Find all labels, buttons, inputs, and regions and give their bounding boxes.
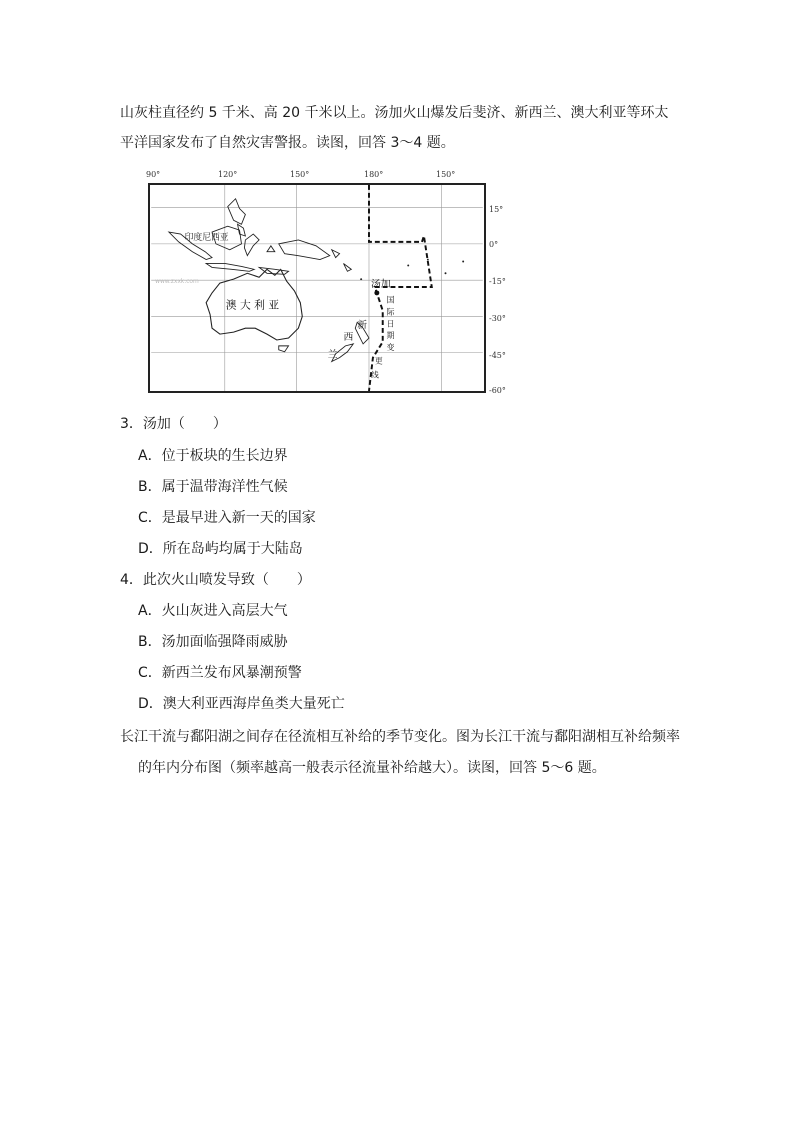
map-label-tonga: 汤加: [370, 279, 391, 291]
map-label-indonesia: 印度尼西亚: [184, 232, 229, 243]
date-line-char-3: 日: [386, 319, 395, 329]
lon-tick-90: 90°: [146, 170, 161, 179]
lat-tick-15s: -15°: [489, 277, 506, 286]
date-line-char-4: 期: [386, 331, 395, 341]
passage2-line-2: 的年内分布图（频率越高一般表示径流量补给越大）。读图，回答 5～6 题。: [138, 760, 606, 776]
lon-tick-150: 150°: [290, 170, 310, 179]
date-line-char-6: 更: [374, 356, 383, 366]
q4-stem: 4．此次火山喷发导致（ ）: [120, 572, 311, 588]
map-grid: [151, 185, 483, 391]
q4-option-c: C．新西兰发布风暴潮预警: [138, 665, 302, 681]
date-line-char-2: 际: [386, 307, 395, 317]
passage2-line-1: 长江干流与鄱阳湖之间存在径流相互补给的季节变化。图为长江干流与鄱阳湖相互补给频率: [120, 729, 680, 745]
q3-option-d: D．所在岛屿均属于大陆岛: [138, 541, 303, 557]
lat-tick-60s: -60°: [489, 386, 506, 395]
map-label-australia: 澳 大 利 亚: [225, 298, 280, 312]
q3-option-c: C．是最早进入新一天的国家: [138, 510, 316, 526]
pacific-islands: [360, 259, 464, 281]
lat-tick-15n: 15°: [489, 205, 504, 214]
q4-option-a: A．火山灰进入高层大气: [138, 603, 288, 619]
map-watermark: www.zxxk.com: [155, 279, 199, 286]
intro-line-2: 平洋国家发布了自然灾害警报。读图，回答 3～4 题。: [120, 135, 455, 151]
lon-tick-150w: 150°: [436, 170, 456, 179]
q3-option-a: A．位于板块的生长边界: [138, 448, 288, 464]
q3-option-b: B．属于温带海洋性气候: [138, 479, 288, 495]
map-svg: [150, 185, 484, 391]
date-line-char-5: 变: [386, 342, 395, 352]
q4-option-b: B．汤加面临强降雨威胁: [138, 634, 288, 650]
pacific-map: [148, 183, 486, 393]
date-line-char-1: 国: [386, 295, 395, 305]
map-label-nz-2: 西: [343, 331, 354, 343]
q4-option-d: D．澳大利亚西海岸鱼类大量死亡: [138, 696, 345, 712]
map-label-nz-1: 新: [357, 320, 368, 332]
lon-tick-120: 120°: [218, 170, 238, 179]
lat-tick-30s: -30°: [489, 314, 506, 323]
q3-stem: 3．汤加（ ）: [120, 416, 227, 432]
lat-tick-0: 0°: [489, 240, 499, 249]
map-label-nz-3: 兰: [327, 349, 338, 361]
intro-line-1: 山灰柱直径约 5 千米、高 20 千米以上。汤加火山爆发后斐济、新西兰、澳大利亚等环太: [120, 105, 669, 121]
lon-tick-180: 180°: [364, 170, 384, 179]
lat-tick-45s: -45°: [489, 351, 506, 360]
date-line-char-7: 线: [370, 370, 379, 380]
tasmania-outline: [279, 346, 289, 352]
